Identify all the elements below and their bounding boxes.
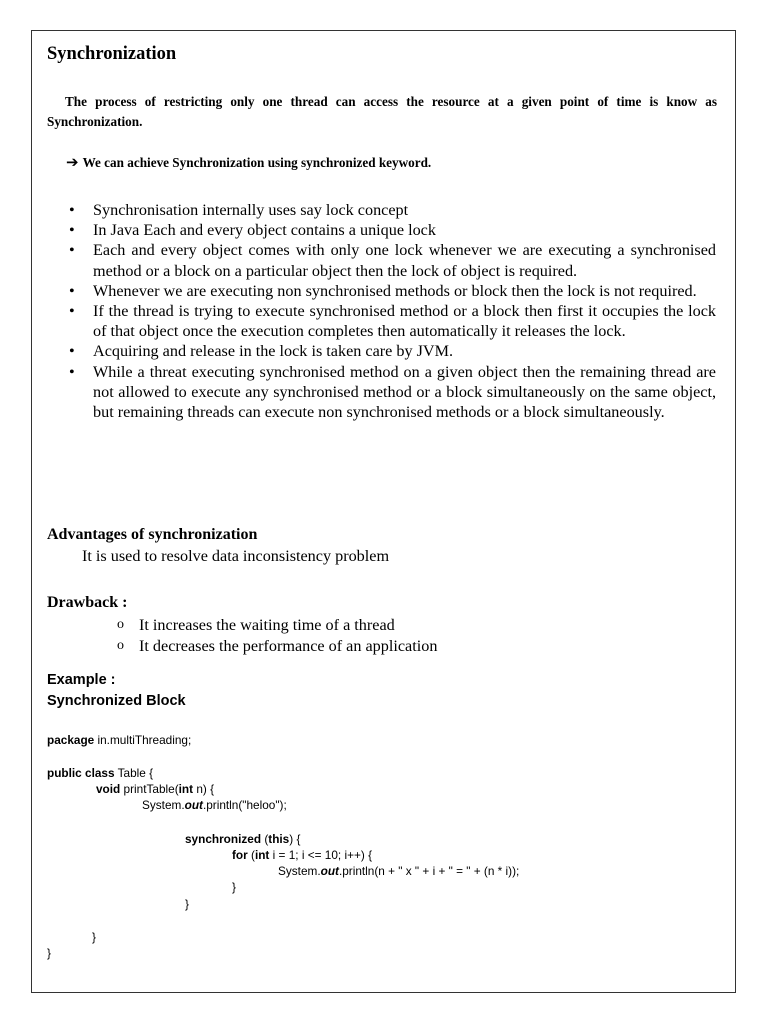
- bullet-text: Whenever we are executing non synchronised methods or block then the lock is not required.: [93, 281, 697, 300]
- code-line: System.out.println("heloo");: [142, 798, 287, 812]
- code-line: synchronized (this) {: [185, 832, 301, 846]
- code-line: }: [47, 946, 51, 960]
- code-line: package in.multiThreading;: [47, 733, 192, 747]
- drawback-heading: Drawback :: [47, 594, 128, 611]
- example-heading: Example :: [47, 672, 116, 688]
- bullet-text: Acquiring and release in the lock is taken care by JVM.: [93, 342, 454, 361]
- advantages-heading: Advantages of synchronization: [47, 526, 258, 543]
- bullet-item: [64, 281, 716, 301]
- right-arrow-icon: ➔: [66, 153, 79, 171]
- intro-paragraph: The process of restricting only one thread can access the resource at a given point of time is know as Synchronization.: [47, 94, 717, 129]
- bullet-icon: •: [69, 201, 75, 219]
- bullet-item: [64, 220, 716, 240]
- bullet-item: [64, 240, 716, 280]
- bullet-item: [64, 341, 716, 361]
- bullet-text: Synchronisation internally uses say lock concept: [93, 201, 409, 219]
- bullet-icon: •: [69, 342, 75, 361]
- arrow-point-text: We can achieve Synchronization using synchronized keyword.: [82, 155, 432, 170]
- bullet-icon: •: [69, 221, 75, 240]
- page-border: [31, 30, 736, 993]
- bullet-text: Each and every object comes with only one lock whenever we are executing a synchronised method or a block on a particular object then the lock of object is required.: [93, 241, 716, 280]
- bullet-text: While a threat executing synchronised method on a given object then the remaining thread are not allowed to execute any synchronised method or a block simultaneously on the same object, but remaining threads can execute non synchronised methods or a block simultaneously.: [93, 362, 716, 422]
- bullet-text: If the thread is trying to execute synchronised method or a block then first it occupies the lock of that object once the execution completes then automatically it releases the lock.: [93, 302, 716, 341]
- drawback-text: It increases the waiting time of a thread: [139, 616, 395, 634]
- code-line: public class Table {: [47, 766, 154, 780]
- bullet-item: [64, 200, 716, 220]
- bullet-icon: •: [69, 362, 75, 381]
- bullet-icon: •: [69, 302, 75, 321]
- drawback-item: [117, 615, 437, 636]
- code-line: }: [185, 897, 189, 911]
- code-line: void printTable(int n) {: [96, 782, 215, 796]
- bullet-item: [64, 362, 716, 423]
- code-line: for (int i = 1; i <= 10; i++) {: [232, 848, 373, 862]
- bullet-icon: •: [69, 241, 75, 260]
- drawback-list: [117, 615, 437, 656]
- bullet-text: In Java Each and every object contains a unique lock: [93, 221, 436, 240]
- bullet-item: [64, 301, 716, 341]
- bullet-list: [64, 200, 716, 422]
- code-line: System.out.println(n + " x " + i + " = " + (n * i));: [278, 864, 520, 878]
- drawback-text: It decreases the performance of an application: [139, 636, 438, 655]
- bullet-icon: •: [69, 281, 75, 300]
- code-line: }: [232, 880, 236, 894]
- code-line: }: [92, 930, 96, 944]
- arrow-point: [66, 153, 431, 171]
- advantages-text: It is used to resolve data inconsistency problem: [82, 547, 390, 565]
- circle-bullet-icon: o: [117, 617, 124, 632]
- example-subheading: Synchronized Block: [47, 693, 186, 709]
- page-title: Synchronization: [47, 44, 177, 64]
- circle-bullet-icon: o: [117, 637, 124, 653]
- drawback-item: [117, 636, 437, 657]
